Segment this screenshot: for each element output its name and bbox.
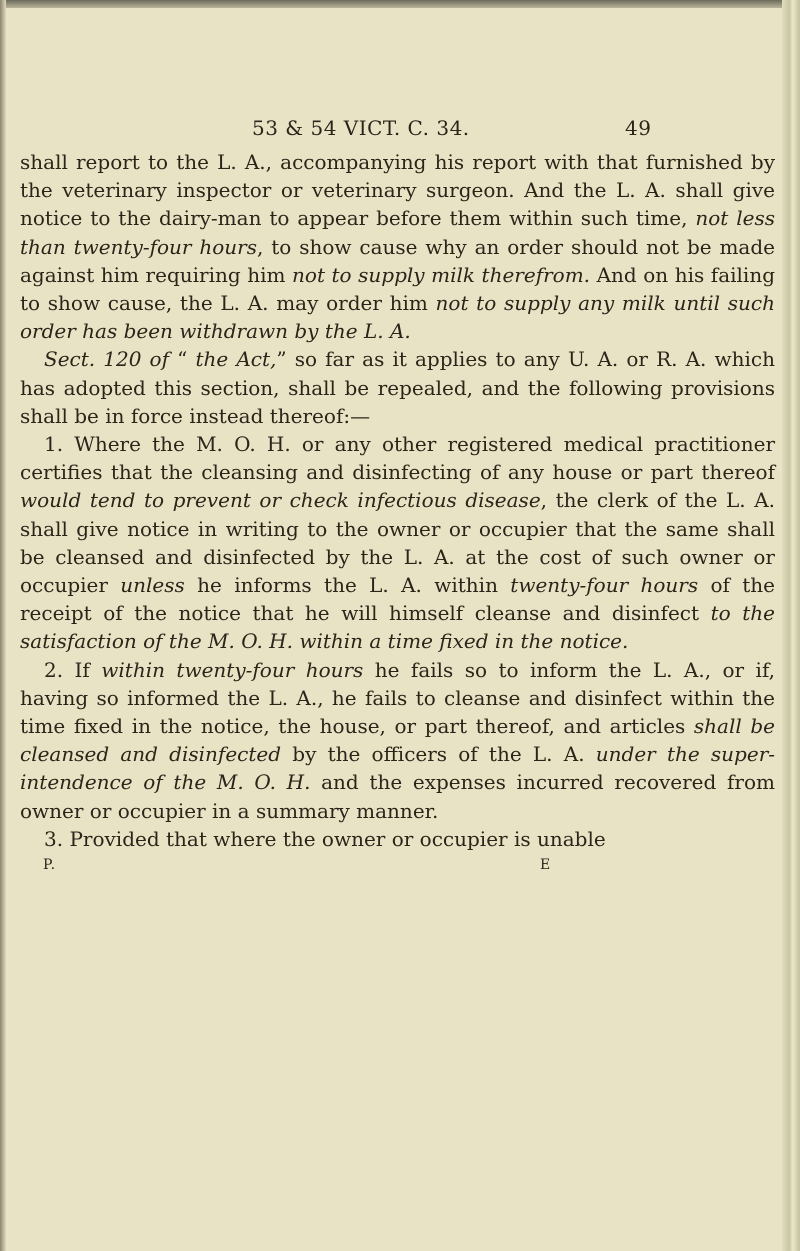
italic-text: of [149,347,169,372]
italic-text: Sect. 120 [44,347,150,372]
page-number: 49 [625,116,652,140]
book-page [20,108,775,881]
signature-mark-left: P. [43,857,57,874]
paragraph [20,430,775,656]
text-run: , the clerk of the L. A. shall give notice in writing to the owner or occupier that the same shall be cleansed and disinfected by the L. A. at the cost of such owner or occupier [20,488,775,598]
text-run: 1. Where the M. O. H. or any other registered medical practitioner certifies that the cleansing and disinfecting of any house or part thereof [20,432,775,485]
paragraph [20,345,775,430]
text-run: “ [169,347,196,372]
paragraph [20,825,775,853]
body-text [20,148,775,853]
running-head [20,108,775,148]
italic-text: not less than twenty-four hours [20,206,776,259]
text-run: he fails so to inform the L. A., or if, having so informed the L. A., he fails to cleanse and disinfect within the time fixed in the notice, the house, or part thereof, and articles [20,657,775,739]
text-run: of the receipt of the notice that he will himself cleanse and disinfect [20,573,775,626]
italic-text: twenty-four hours [510,573,699,598]
scan-top-shadow [0,0,800,8]
italic-text: the Act, [195,347,277,372]
page-edge-right [782,0,800,1251]
text-run: and the expenses incurred recovered from owner or occupier in a summary manner. [20,770,775,823]
text-run: shall report to the L. A., accompanying his report with that furnished by the veterinary inspector or veterinary surgeon. And the L. A. shall give notice to the dairy-man to appear before them within such time, [20,150,775,231]
italic-text: not to supply any milk until such order has been withdrawn by the L. A. [20,291,775,344]
signature-line [20,853,775,881]
running-title: 53 & 54 VICT. C. 34. [252,116,470,140]
paragraph [20,656,775,825]
text-run: 3. Provided that where the owner or occupier is unable [44,826,606,851]
text-run: , to show cause why an order should not be made against him requiring him [20,234,775,287]
paragraph [20,148,775,345]
italic-text: within twenty-four hours [101,657,364,682]
italic-text: unless [120,573,185,598]
italic-text: shall be cleansed and disinfected [20,714,776,767]
italic-text: not to supply milk therefrom. [292,262,591,287]
text-run: ” so far as it applies to any U. A. or R. A. which has adopted this section, shall be repealed, and the following provisions shall be in force instead thereof:— [20,347,776,428]
italic-text: would tend to prevent or check infectious disease [20,488,541,513]
text-run: by the officers of the L. A. [281,742,596,767]
italic-text: under the super-intendence of the M. O. H. [20,742,776,795]
text-run: he informs the L. A. within [184,573,511,598]
text-run: 2. If [44,657,102,682]
italic-text: to the satisfaction of the M. O. H. within a time fixed in the notice. [20,601,775,654]
signature-mark-right: E [540,857,552,874]
scan-left-edge [0,0,6,1251]
text-run: And on his failing to show cause, the L. A. may order him [20,262,775,316]
